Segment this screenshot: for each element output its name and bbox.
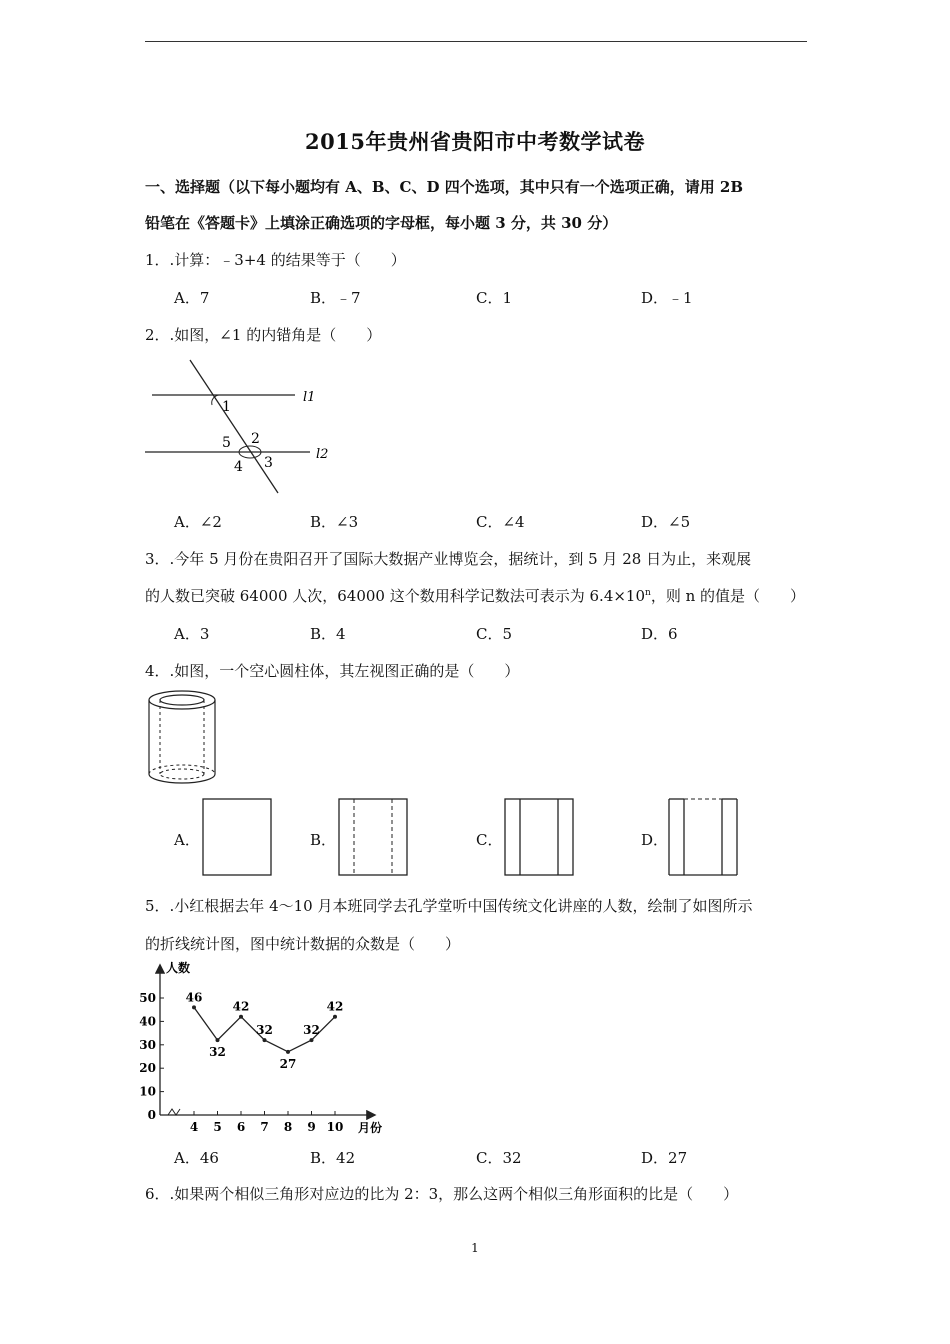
q5-option-a: A．46: [174, 1149, 219, 1167]
q4-option-a-figure: [202, 797, 274, 877]
q1-option-a: A．7: [174, 289, 210, 307]
section-instructions-line2: 铅笔在《答题卡》上填涂正确选项的字母框，每小题 3 分，共 30 分）: [145, 214, 618, 232]
angle-label-2: 2: [251, 431, 260, 447]
data-label: 27: [279, 1056, 297, 1071]
q4-option-b-figure: [338, 797, 410, 877]
q4-option-a-letter: A．: [174, 831, 200, 849]
data-point: [286, 1050, 290, 1054]
axis-break-mark: [168, 1109, 180, 1115]
y-tick-label: 40: [139, 1014, 156, 1029]
question-1-stem: 1．.计算：﹣3+4 的结果等于（ ）: [145, 251, 406, 269]
question-2-stem: 2．.如图，∠1 的内错角是（ ）: [145, 326, 382, 344]
page-number: 1: [471, 1241, 479, 1255]
data-label: 32: [256, 1023, 273, 1038]
q5-option-c: C．32: [476, 1149, 522, 1167]
data-point: [333, 1015, 337, 1019]
angle-label-5: 5: [222, 435, 231, 451]
question-6-stem: 6．.如果两个相似三角形对应边的比为 2：3，那么这两个相似三角形面积的比是（ ）: [145, 1185, 739, 1203]
q4-option-b-letter: B．: [310, 831, 337, 849]
q1-option-c: C．1: [476, 289, 513, 307]
section-instructions-line1: 一、选择题（以下每小题均有 A、B、C、D 四个选项，其中只有一个选项正确，请用 2B: [145, 178, 744, 196]
question-3-stem-line1: 3．.今年 5 月份在贵阳召开了国际大数据产业博览会，据统计，到 5 月 28 日为止，来观展: [145, 550, 752, 568]
q3-option-c: C．5: [476, 625, 513, 643]
data-point: [192, 1005, 196, 1009]
x-tick-label: 7: [260, 1120, 269, 1134]
data-point: [310, 1038, 314, 1042]
q4-hollow-cylinder-figure: [142, 688, 222, 793]
data-point: [263, 1038, 267, 1042]
x-tick-label: 5: [213, 1120, 222, 1134]
question-5-stem-line2: 的折线统计图，图中统计数据的众数是（ ）: [145, 935, 461, 953]
x-tick-label: 8: [283, 1120, 293, 1134]
q2-option-b: B．∠3: [310, 513, 359, 531]
page-title: 2015年贵州省贵阳市中考数学试卷: [305, 129, 645, 154]
data-label: 42: [232, 999, 250, 1014]
y-tick-label: 10: [139, 1084, 156, 1099]
data-label: 46: [185, 990, 203, 1005]
x-tick-label: 9: [307, 1120, 316, 1134]
data-point: [216, 1038, 220, 1042]
label-l2: l2: [316, 447, 329, 462]
q4-option-c-letter: C．: [476, 831, 503, 849]
header-rule: [145, 41, 807, 42]
q2-option-d: D．∠5: [641, 513, 691, 531]
q5-option-b: B．42: [310, 1149, 356, 1167]
q2-parallel-lines-figure: [140, 355, 340, 500]
question-4-stem: 4．.如图，一个空心圆柱体，其左视图正确的是（ ）: [145, 662, 520, 680]
q3-option-a: A．3: [174, 625, 210, 643]
angle-label-4: 4: [234, 459, 243, 475]
data-label: 32: [303, 1023, 320, 1038]
x-tick-label: 4: [189, 1120, 199, 1134]
y-tick-label: 50: [139, 991, 156, 1005]
q1-option-b: B．﹣7: [310, 289, 361, 307]
question-3-stem-line2: 的人数已突破 64000 人次，64000 这个数用科学记数法可表示为 $6.4\times 10^n$，则 n 的值是（ ）: [145, 587, 806, 605]
data-label: 42: [326, 999, 344, 1014]
q2-option-c: C．∠4: [476, 513, 525, 531]
q2-option-a: A．∠2: [174, 513, 222, 531]
q4-option-c-figure: [504, 797, 576, 877]
y-tick-label: 0: [147, 1108, 156, 1122]
chart-y-label: 人数: [166, 961, 191, 975]
q3-option-b: B．4: [310, 625, 346, 643]
x-tick-label: 6: [236, 1120, 246, 1134]
chart-x-label: 月份: [358, 1121, 383, 1135]
q3-option-d: D．6: [641, 625, 678, 643]
q4-option-d-figure: [668, 797, 740, 877]
y-tick-label: 30: [139, 1037, 156, 1052]
q4-option-d-letter: D．: [641, 831, 669, 849]
q5-option-d: D．27: [641, 1149, 688, 1167]
data-point: [239, 1015, 243, 1019]
angle-label-3: 3: [264, 455, 273, 471]
data-label: 32: [209, 1045, 226, 1060]
label-l1: l1: [303, 390, 316, 405]
question-5-stem-line1: 5．.小红根据去年 4～10 月本班同学去孔学堂听中国传统文化讲座的人数，绘制了如图所示: [145, 897, 753, 915]
q5-line-chart: [138, 960, 398, 1138]
angle-label-1: 1: [222, 399, 231, 415]
x-tick-label: 10: [326, 1120, 344, 1134]
y-tick-label: 20: [139, 1061, 156, 1076]
q1-option-d: D．﹣1: [641, 289, 693, 307]
